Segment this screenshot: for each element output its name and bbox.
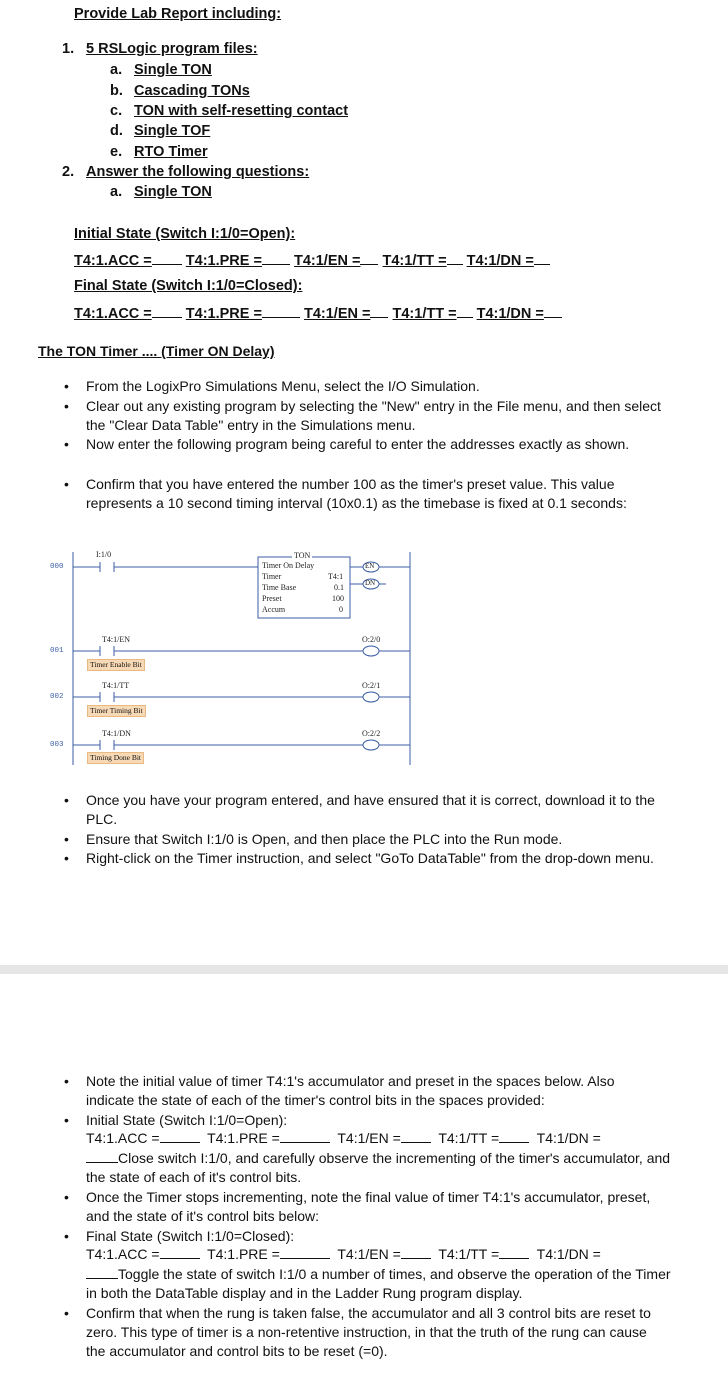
bullet-item: • Once the Timer stops incrementing, note the final value of timer T4:1's accumulator, preset, and the state of it's control bits below: — [64, 1189, 651, 1224]
pre-label: T4:1.PRE = — [185, 306, 262, 322]
initial-state-fields — [74, 252, 550, 269]
bullet-dot-icon: • — [64, 831, 69, 847]
sub-item-d-label: Single TOF — [134, 123, 211, 139]
bullet-dot-icon: • — [64, 1073, 69, 1089]
ton-subtitle: Timer On Delay — [262, 561, 315, 570]
en-coil-label: EN — [365, 562, 375, 570]
en-blank[interactable] — [370, 305, 388, 318]
bullet-item: • Note the initial value of timer T4:1's accumulator and preset in the spaces below. Also indicate the state of each of the timer's control bits in the spaces provided: — [64, 1073, 615, 1108]
step-checkbox-blank[interactable] — [86, 1266, 118, 1279]
item-2a-label: Single TON — [134, 184, 212, 200]
acc-label: T4:1.ACC = — [86, 1130, 160, 1146]
rung-number: 002 — [50, 693, 64, 701]
step-checkbox-blank[interactable] — [86, 1150, 118, 1163]
tt-blank[interactable] — [499, 1246, 529, 1259]
sub-item-a-label: Single TON — [134, 62, 212, 78]
bullet-dot-icon: • — [64, 1189, 69, 1205]
en-label: T4:1/EN = — [337, 1246, 401, 1262]
en-label: T4:1/EN = — [293, 253, 361, 269]
bullet-dot-icon: • — [64, 850, 69, 866]
bullet-dot-icon: • — [64, 476, 69, 492]
ton-title: TON — [294, 551, 311, 560]
pre-blank[interactable] — [262, 252, 290, 265]
ton-row-value: T4:1 — [328, 572, 344, 581]
pre-label: T4:1.PRE = — [207, 1130, 280, 1146]
bullet-item: • Now enter the following program being careful to enter the addresses exactly as shown. — [64, 436, 630, 452]
ton-row-value: 0 — [339, 605, 343, 614]
bullet-item: • Final State (Switch I:1/0=Closed): — [64, 1228, 295, 1244]
ton-row-value: 100 — [332, 594, 344, 603]
item-2-label: Answer the following questions: — [86, 164, 310, 180]
initial-state-label: Initial State (Switch I:1/0=Open): — [74, 226, 296, 242]
item-2-number: 2. — [62, 164, 75, 180]
sub-item-e-letter: e. — [110, 144, 123, 160]
output-address: O:2/2 — [362, 729, 381, 738]
bullet-item: • Right-click on the Timer instruction, and select "GoTo DataTable" from the drop-down menu. — [64, 850, 654, 866]
tt-blank[interactable] — [447, 252, 463, 265]
acc-label: T4:1.ACC = — [74, 306, 152, 322]
bullet-dot-icon: • — [64, 1228, 69, 1244]
pre-blank[interactable] — [280, 1246, 330, 1259]
bullet-item: • Ensure that Switch I:1/0 is Open, and then place the PLC into the Run mode. — [64, 831, 563, 847]
contact-description: Timing Done Bit — [87, 752, 144, 764]
item-2a-letter: a. — [110, 184, 123, 200]
contact-description: Timer Enable Bit — [87, 659, 145, 671]
rung-number: 000 — [50, 563, 64, 571]
bullet-item: • Confirm that when the rung is taken false, the accumulator and all 3 control bits are reset to zero. This type of timer is a non-retentive instruction, in that the truth of the rung can cause the accumulator and control bits to be reset (=0). — [64, 1305, 651, 1359]
sub-item-c-label: TON with self-resetting contact — [134, 103, 349, 119]
pre-blank[interactable] — [280, 1130, 330, 1143]
en-blank[interactable] — [401, 1130, 431, 1143]
bullet-dot-icon: • — [64, 436, 69, 452]
bullet-dot-icon: • — [64, 398, 69, 414]
bullet-dot-icon: • — [64, 1305, 69, 1321]
output-address: O:2/0 — [362, 635, 381, 644]
en-label: T4:1/EN = — [303, 306, 371, 322]
output-address: O:2/1 — [362, 681, 381, 690]
acc-blank[interactable] — [160, 1246, 200, 1259]
document-page-2 — [0, 974, 728, 1378]
dn-label: T4:1/DN = — [476, 306, 544, 322]
tt-blank[interactable] — [457, 305, 473, 318]
bullet-item: • Once you have your program entered, and have ensured that it is correct, download it to the PLC. — [64, 792, 655, 827]
dn-label: T4:1/DN = — [466, 253, 534, 269]
bullet-dot-icon: • — [64, 792, 69, 808]
acc-blank[interactable] — [152, 305, 182, 318]
contact-description: Timer Timing Bit — [87, 705, 146, 717]
contact-address: T4:1/DN — [102, 729, 131, 738]
rung-number: 001 — [50, 647, 64, 655]
sub-item-e-label: RTO Timer — [134, 144, 208, 160]
pre-label: T4:1.PRE = — [185, 253, 262, 269]
bullet-item: • Clear out any existing program by selecting the "New" entry in the File menu, and then select the "Clear Data Table" entry in the Simulations menu. — [64, 398, 661, 433]
bullet-dot-icon: • — [64, 378, 69, 394]
section-title: The TON Timer .... (Timer ON Delay) — [38, 343, 275, 359]
close-switch-step: Close switch I:1/0, and carefully observe the incrementing of the timer's accumulator, and the state of each of it's control bits. — [86, 1150, 671, 1185]
item-1-label: 5 RSLogic program files: — [86, 41, 258, 57]
initial-state-answer-row — [86, 1130, 601, 1146]
lab-heading: Provide Lab Report including: — [74, 6, 282, 22]
ton-row-label: Accum — [262, 605, 286, 614]
input-address: I:1/0 — [96, 550, 112, 559]
tt-label: T4:1/TT = — [438, 1130, 500, 1146]
en-blank[interactable] — [360, 252, 378, 265]
page-divider — [0, 965, 728, 974]
ladder-diagram — [30, 540, 430, 775]
ton-row-value: 0.1 — [334, 583, 344, 592]
ladder-rails — [30, 540, 430, 775]
sub-item-c-letter: c. — [110, 103, 123, 119]
final-state-fields — [74, 305, 562, 322]
dn-blank[interactable] — [534, 252, 550, 265]
acc-blank[interactable] — [160, 1130, 200, 1143]
pre-label: T4:1.PRE = — [207, 1246, 280, 1262]
sub-item-d-letter: d. — [110, 123, 123, 139]
bullet-item: • Initial State (Switch I:1/0=Open): — [64, 1112, 288, 1128]
dn-label: T4:1/DN = — [536, 1130, 601, 1146]
acc-blank[interactable] — [152, 252, 182, 265]
toggle-switch-step: Toggle the state of switch I:1/0 a number of times, and observe the operation of the Timer in both the DataTable display and in the Ladder Rung program display. — [86, 1266, 671, 1301]
pre-blank[interactable] — [262, 305, 300, 318]
bullet-item: • Confirm that you have entered the number 100 as the timer's preset value. This value represents a 10 second timing interval (10x0.1) as the timebase is fixed at 0.1 seconds: — [64, 476, 627, 511]
ton-row-label: Timer — [262, 572, 282, 581]
en-blank[interactable] — [401, 1246, 431, 1259]
bullet-dot-icon: • — [64, 1112, 69, 1128]
en-label: T4:1/EN = — [337, 1130, 401, 1146]
acc-label: T4:1.ACC = — [74, 253, 152, 269]
tt-label: T4:1/TT = — [392, 306, 457, 322]
tt-blank[interactable] — [499, 1130, 529, 1143]
final-state-answer-row — [86, 1246, 601, 1262]
dn-blank[interactable] — [544, 305, 562, 318]
sub-item-a-letter: a. — [110, 62, 123, 78]
sub-item-b-label: Cascading TONs — [134, 83, 250, 99]
ton-row-label: Time Base — [262, 583, 297, 592]
tt-label: T4:1/TT = — [382, 253, 447, 269]
tt-label: T4:1/TT = — [438, 1246, 500, 1262]
item-1-number: 1. — [62, 41, 75, 57]
rung-number: 003 — [50, 741, 64, 749]
final-state-label: Final State (Switch I:1/0=Closed): — [74, 278, 303, 294]
dn-coil-label: DN — [365, 579, 376, 587]
ton-row-label: Preset — [262, 594, 282, 603]
sub-item-b-letter: b. — [110, 83, 123, 99]
acc-label: T4:1.ACC = — [86, 1246, 160, 1262]
contact-address: T4:1/TT — [102, 681, 130, 690]
contact-address: T4:1/EN — [102, 635, 130, 644]
bullet-item: • From the LogixPro Simulations Menu, select the I/O Simulation. — [64, 378, 480, 394]
dn-label: T4:1/DN = — [536, 1246, 601, 1262]
